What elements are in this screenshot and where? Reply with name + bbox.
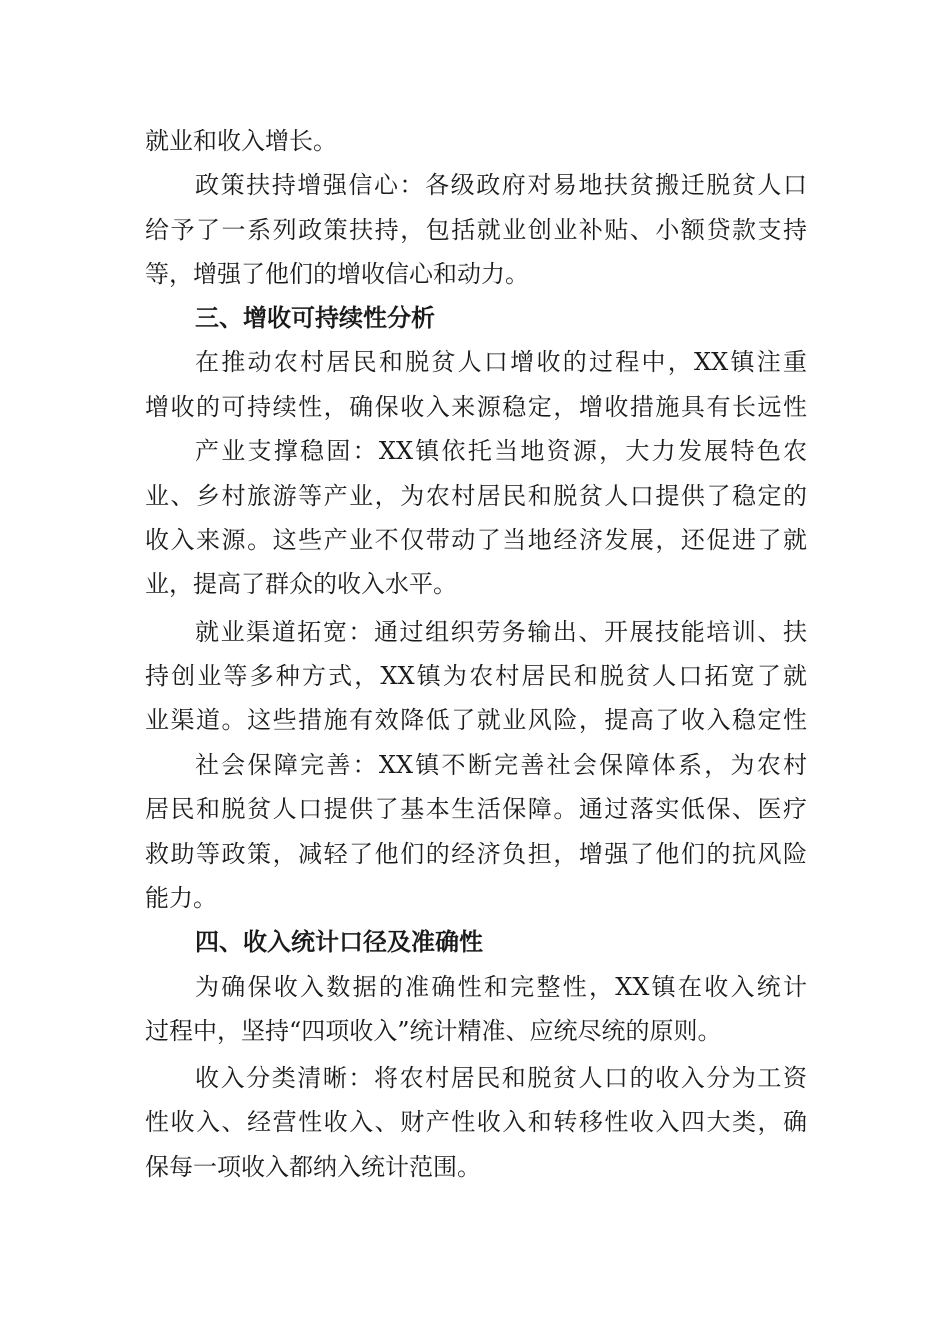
paragraph-line: 持创业等多种方式，XX镇为农村居民和脱贫人口拓宽了就 [145,662,807,690]
paragraph-line: 保每一项收入都纳入统计范围。 [145,1153,481,1181]
paragraph-line: 为确保收入数据的准确性和完整性，XX镇在收入统计 [195,973,807,1001]
paragraph-line: 业，提高了群众的收入水平。 [145,570,457,598]
paragraph-line: 业、乡村旅游等产业，为农村居民和脱贫人口提供了稳定的 [145,482,807,510]
paragraph-line: 增收的可持续性，确保收入来源稳定，增收措施具有长远性 [145,393,807,421]
paragraph-line: 等，增强了他们的增收信心和动力。 [145,260,529,288]
paragraph-line: 给予了一系列政策扶持，包括就业创业补贴、小额贷款支持 [145,216,807,244]
section-heading-4: 四、收入统计口径及准确性 [195,928,483,956]
paragraph-line: 救助等政策，减轻了他们的经济负担，增强了他们的抗风险 [145,840,807,868]
paragraph-line: 居民和脱贫人口提供了基本生活保障。通过落实低保、医疗 [145,795,807,823]
paragraph-line: 过程中，坚持“四项收入”统计精准、应统尽统的原则。 [145,1017,722,1045]
paragraph-line: 政策扶持增强信心：各级政府对易地扶贫搬迁脱贫人口 [195,171,807,199]
paragraph-line: 在推动农村居民和脱贫人口增收的过程中，XX镇注重 [195,348,807,376]
paragraph-line: 收入来源。这些产业不仅带动了当地经济发展，还促进了就 [145,526,807,554]
section-heading-3: 三、增收可持续性分析 [195,304,435,332]
paragraph-line: 收入分类清晰：将农村居民和脱贫人口的收入分为工资 [195,1064,807,1092]
paragraph-line: 就业渠道拓宽：通过组织劳务输出、开展技能培训、扶 [195,618,807,646]
paragraph-line: 社会保障完善：XX镇不断完善社会保障体系，为农村 [195,751,807,779]
paragraph-line: 能力。 [145,884,217,912]
paragraph-line: 业渠道。这些措施有效降低了就业风险，提高了收入稳定性 [145,706,807,734]
paragraph-line: 性收入、经营性收入、财产性收入和转移性收入四大类，确 [145,1108,807,1136]
paragraph-line: 产业支撑稳固：XX镇依托当地资源，大力发展特色农 [195,437,807,465]
paragraph-line: 就业和收入增长。 [145,127,337,155]
